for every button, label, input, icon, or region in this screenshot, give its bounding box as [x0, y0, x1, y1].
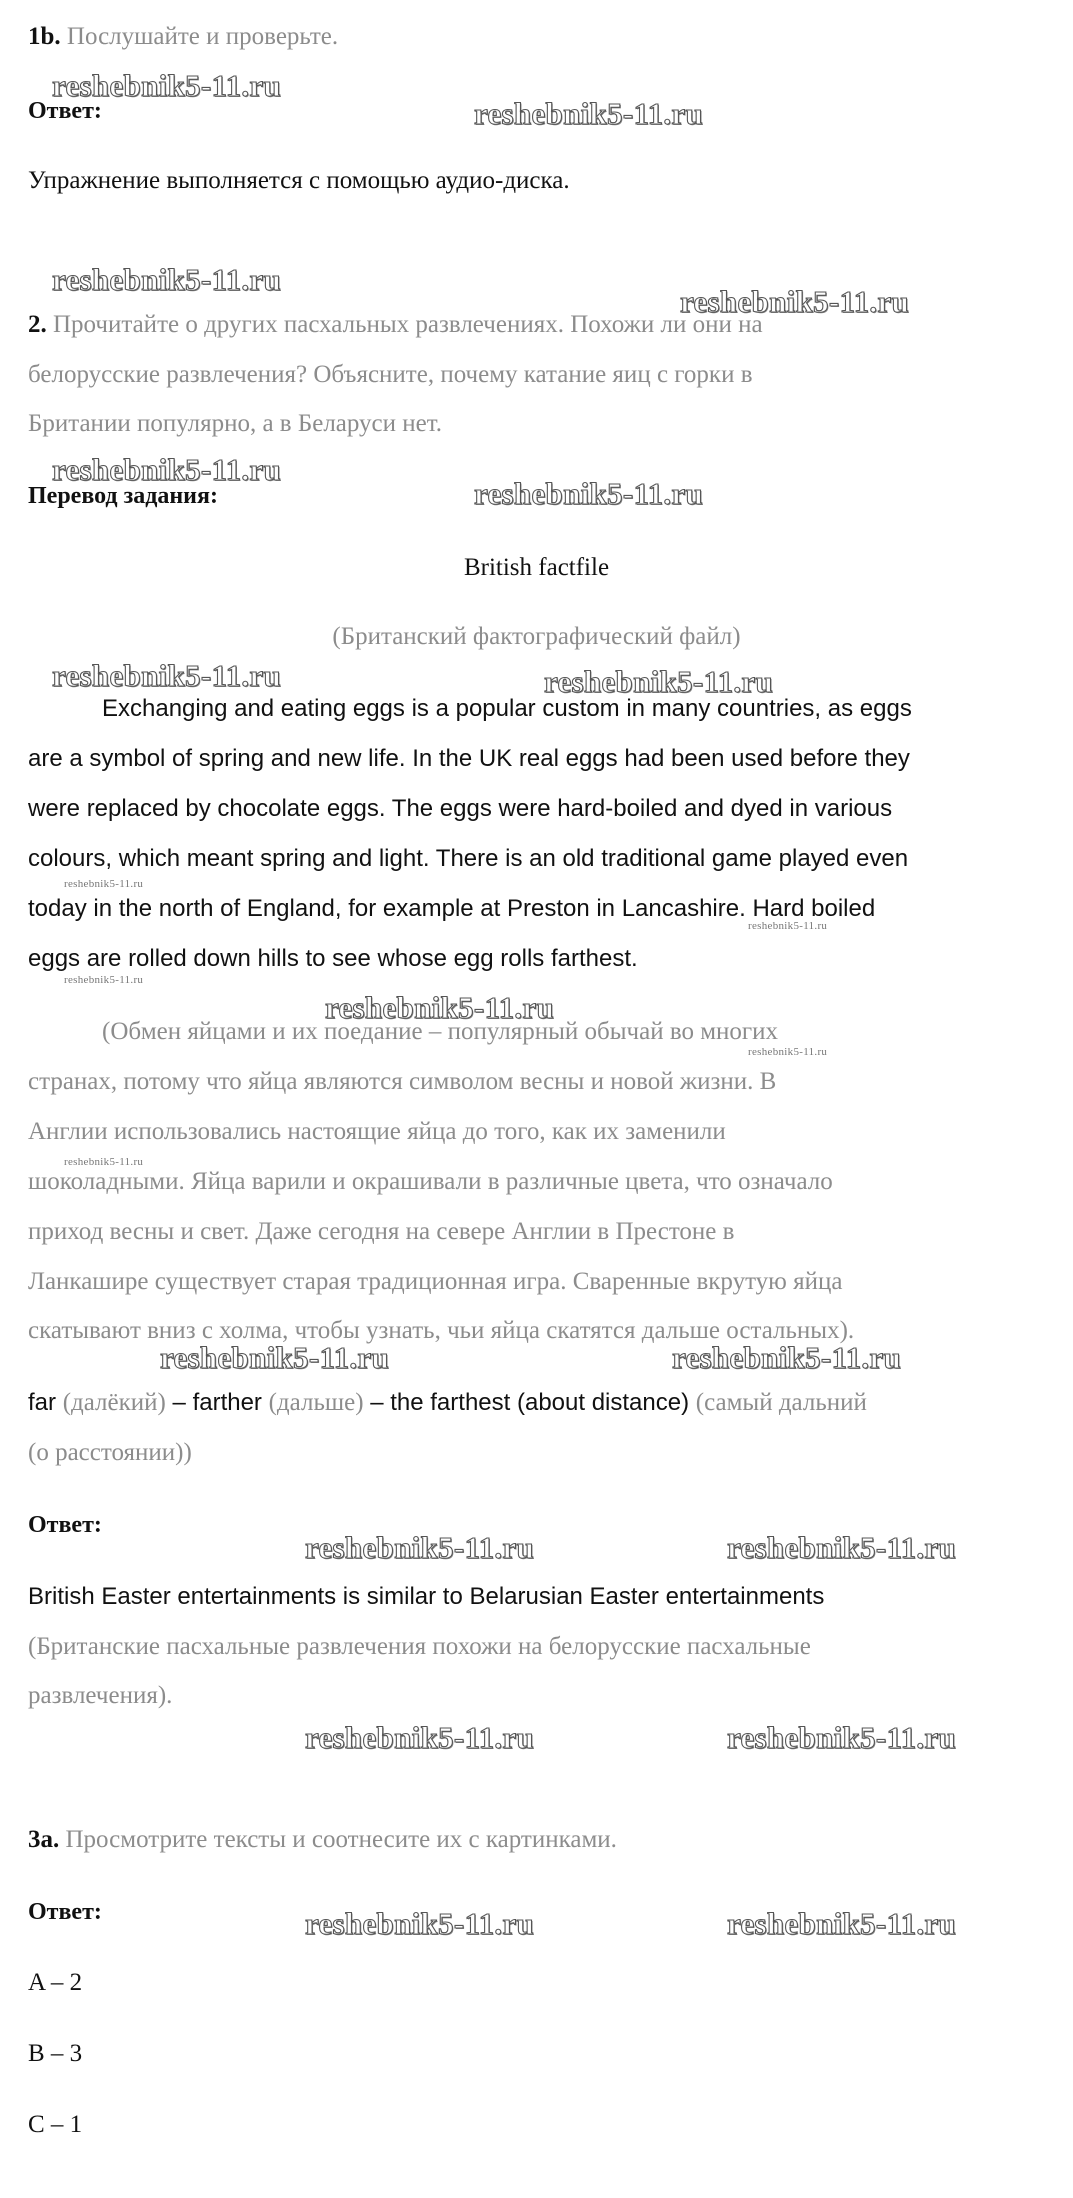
answer-label: Ответ:: [28, 98, 102, 124]
watermark-small: reshebnik5-11.ru: [64, 974, 144, 986]
task-2-line-1: [28, 310, 763, 340]
watermark: reshebnik5-11.ru: [52, 68, 282, 103]
watermark-small: reshebnik5-11.ru: [64, 1156, 144, 1168]
watermark: reshebnik5-11.ru: [305, 1906, 535, 1941]
en-line: eggs are rolled down hills to see whose egg rolls farthest.: [28, 945, 638, 972]
answer-text: Упражнение выполняется с помощью аудио-диска.: [28, 167, 570, 194]
en-line: were replaced by chocolate eggs. The eggs were hard-boiled and dyed in various: [28, 795, 893, 822]
task-number: 1b.: [28, 23, 61, 50]
task-text: Послушайте и проверьте.: [66, 23, 339, 50]
en-line: colours, which meant spring and light. There is an old traditional game played even: [28, 845, 909, 872]
task-number: 2.: [28, 311, 47, 338]
ru-line: странах, потому что яйца являются символом весны и новой жизни. В: [28, 1068, 777, 1095]
watermark: reshebnik5-11.ru: [474, 96, 704, 131]
vocab-far-ru: (далёкий): [62, 1389, 166, 1416]
translation-label: Перевод задания:: [28, 483, 218, 509]
ru-line: приход весны и свет. Даже сегодня на севере Англии в Престоне в: [28, 1218, 735, 1245]
answer-ru-line: развлечения).: [28, 1682, 173, 1709]
watermark: reshebnik5-11.ru: [544, 664, 774, 699]
watermark: reshebnik5-11.ru: [52, 262, 282, 297]
ru-line: (Обмен яйцами и их поедание – популярный обычай во многих: [102, 1018, 779, 1045]
watermark: reshebnik5-11.ru: [727, 1720, 957, 1755]
watermark: reshebnik5-11.ru: [160, 1340, 390, 1375]
watermark: reshebnik5-11.ru: [52, 658, 282, 693]
ru-line: Ланкашире существует старая традиционная игра. Сваренные вкрутую яйца: [28, 1268, 843, 1295]
vocab-farther: farther: [192, 1389, 262, 1416]
task-2-line-2: белорусские развлечения? Объясните, почему катание яиц с горки в: [28, 361, 753, 388]
ru-line: Англии использовались настоящие яйца до того, как их заменили: [28, 1118, 726, 1145]
watermark-small: reshebnik5-11.ru: [748, 920, 828, 932]
factfile-title-ru: (Британский фактографический файл): [332, 623, 741, 650]
watermark-small: reshebnik5-11.ru: [64, 878, 144, 890]
task-number: 3a.: [28, 1826, 60, 1853]
answer-item: B – 3: [28, 2040, 83, 2067]
task-3a: [28, 1825, 617, 1855]
watermark: reshebnik5-11.ru: [727, 1906, 957, 1941]
en-line: Exchanging and eating eggs is a popular custom in many countries, as eggs: [102, 695, 912, 722]
vocab-farthest-ru: (самый дальний: [695, 1389, 867, 1416]
ru-line: скатывают вниз с холма, чтобы узнать, чьи яйца скатятся дальше остальных).: [28, 1317, 855, 1344]
vocab-line: [28, 1388, 867, 1418]
ru-line: шоколадными. Яйца варили и окрашивали в различные цвета, что означало: [28, 1168, 833, 1195]
task-text: Просмотрите тексты и соотнесите их с картинками.: [65, 1826, 617, 1853]
vocab-far: far: [28, 1389, 57, 1416]
answer-ru-line: (Британские пасхальные развлечения похожи на белорусские пасхальные: [28, 1633, 811, 1660]
answer-item: C – 1: [28, 2111, 83, 2138]
answer-label: Ответ:: [28, 1899, 102, 1925]
task-2-line-3: Британии популярно, а в Беларуси нет.: [28, 410, 443, 437]
en-line: today in the north of England, for example at Preston in Lancashire. Hard boiled: [28, 895, 876, 922]
vocab-line-2: (о расстоянии)): [28, 1439, 192, 1466]
watermark: reshebnik5-11.ru: [672, 1340, 902, 1375]
watermark: reshebnik5-11.ru: [680, 284, 910, 319]
answer-label: Ответ:: [28, 1512, 102, 1538]
task-1b: [28, 22, 338, 52]
vocab-farther-ru: (дальше): [268, 1389, 364, 1416]
factfile-title: British factfile: [463, 554, 610, 581]
en-line: are a symbol of spring and new life. In the UK real eggs had been used before they: [28, 745, 910, 772]
vocab-dash: –: [370, 1389, 384, 1416]
vocab-dash: –: [172, 1389, 186, 1416]
answer-item: A – 2: [28, 1969, 83, 1996]
watermark: reshebnik5-11.ru: [305, 1530, 535, 1565]
answer-en: British Easter entertainments is similar to Belarusian Easter entertainments: [28, 1583, 825, 1610]
vocab-farthest: the farthest (about distance): [390, 1389, 690, 1416]
watermark: reshebnik5-11.ru: [52, 452, 282, 487]
task-text: Прочитайте о других пасхальных развлечениях. Похожи ли они на: [53, 311, 763, 338]
watermark-small: reshebnik5-11.ru: [748, 1046, 828, 1058]
watermark: reshebnik5-11.ru: [305, 1720, 535, 1755]
watermark: reshebnik5-11.ru: [325, 990, 555, 1025]
watermark: reshebnik5-11.ru: [474, 476, 704, 511]
watermark: reshebnik5-11.ru: [727, 1530, 957, 1565]
